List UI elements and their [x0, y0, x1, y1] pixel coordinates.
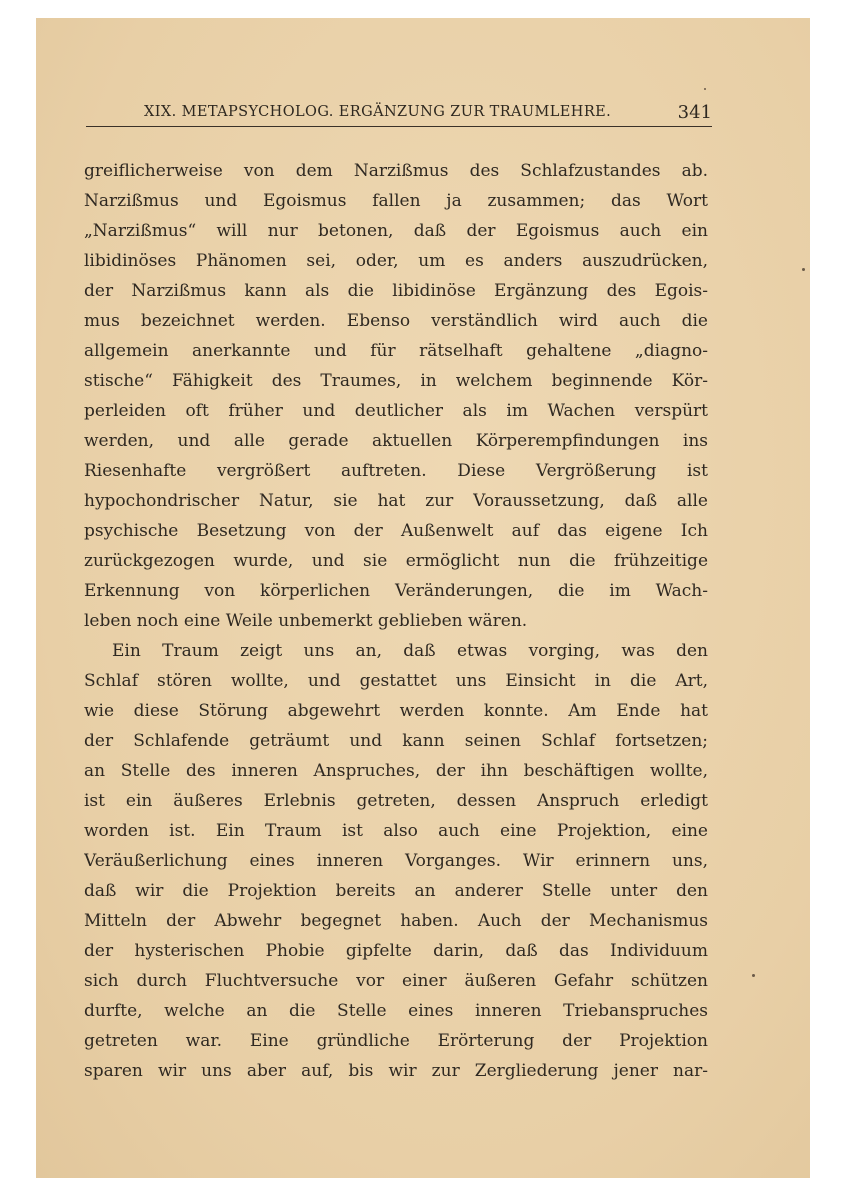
- text-line: Riesenhafte vergrößert auftreten. Diese Vergrößerung ist: [84, 461, 708, 481]
- text-line: zurückgezogen wurde, und sie ermöglicht nun die frühzeitige: [84, 551, 708, 571]
- paragraph-last-line: leben noch eine Weile unbemerkt geblieben wären.: [84, 611, 528, 631]
- text-line: durfte, welche an die Stelle eines inneren Triebanspruches: [84, 1001, 708, 1021]
- page-number: 341: [677, 102, 712, 123]
- text-line: hypochondrischer Natur, sie hat zur Voraussetzung, daß alle: [84, 491, 708, 511]
- text-line: der hysterischen Phobie gipfelte darin, daß das Individuum: [84, 941, 708, 961]
- text-line: greiflicherweise von dem Narzißmus des Schlafzustandes ab.: [84, 161, 708, 181]
- paper-speck: [704, 88, 706, 90]
- text-line: mus bezeichnet werden. Ebenso verständlich wird auch die: [84, 311, 708, 331]
- text-line: „Narzißmus“ will nur betonen, daß der Egoismus auch ein: [84, 221, 708, 241]
- text-line: wie diese Störung abgewehrt werden konnte. Am Ende hat: [84, 701, 708, 721]
- text-line: allgemein anerkannte und für rätselhaft gehaltene „diagno-: [84, 341, 708, 361]
- text-line: getreten war. Eine gründliche Erörterung der Projektion: [84, 1031, 708, 1051]
- text-line: sich durch Fluchtversuche vor einer äußeren Gefahr schützen: [84, 971, 708, 991]
- text-line: an Stelle des inneren Anspruches, der ihn beschäftigen wollte,: [84, 761, 708, 781]
- text-line: worden ist. Ein Traum ist also auch eine Projektion, eine: [84, 821, 708, 841]
- text-line: ist ein äußeres Erlebnis getreten, dessen Anspruch erledigt: [84, 791, 708, 811]
- paragraph-first-line: Ein Traum zeigt uns an, daß etwas vorging, was den: [112, 641, 708, 661]
- text-line: stische“ Fähigkeit des Traumes, in welchem beginnende Kör-: [84, 371, 708, 391]
- text-line: der Narzißmus kann als die libidinöse Ergänzung des Egois-: [84, 281, 708, 301]
- text-line: Veräußerlichung eines inneren Vorganges. Wir erinnern uns,: [84, 851, 708, 871]
- text-line: Erkennung von körperlichen Veränderungen, die im Wach-: [84, 581, 708, 601]
- text-line: libidinöses Phänomen sei, oder, um es anders auszudrücken,: [84, 251, 708, 271]
- text-line: sparen wir uns aber auf, bis wir zur Zergliederung jener nar-: [84, 1061, 708, 1081]
- running-head: XIX. METAPSYCHOLOG. ERGÄNZUNG ZUR TRAUMLEHRE.: [144, 104, 612, 120]
- paper-speck: [802, 268, 805, 271]
- text-line: daß wir die Projektion bereits an anderer Stelle unter den: [84, 881, 708, 901]
- paper-speck: [752, 974, 755, 977]
- text-line: werden, und alle gerade aktuellen Körperempfindungen ins: [84, 431, 708, 451]
- text-line: psychische Besetzung von der Außenwelt auf das eigene Ich: [84, 521, 708, 541]
- text-line: Narzißmus und Egoismus fallen ja zusammen; das Wort: [84, 191, 708, 211]
- text-line: perleiden oft früher und deutlicher als im Wachen verspürt: [84, 401, 708, 421]
- text-line: der Schlafende geträumt und kann seinen Schlaf fortsetzen;: [84, 731, 708, 751]
- text-line: Schlaf stören wollte, und gestattet uns Einsicht in die Art,: [84, 671, 708, 691]
- body-text: [84, 156, 708, 1086]
- text-line: Mitteln der Abwehr begegnet haben. Auch der Mechanismus: [84, 911, 708, 931]
- page-header: [86, 100, 712, 127]
